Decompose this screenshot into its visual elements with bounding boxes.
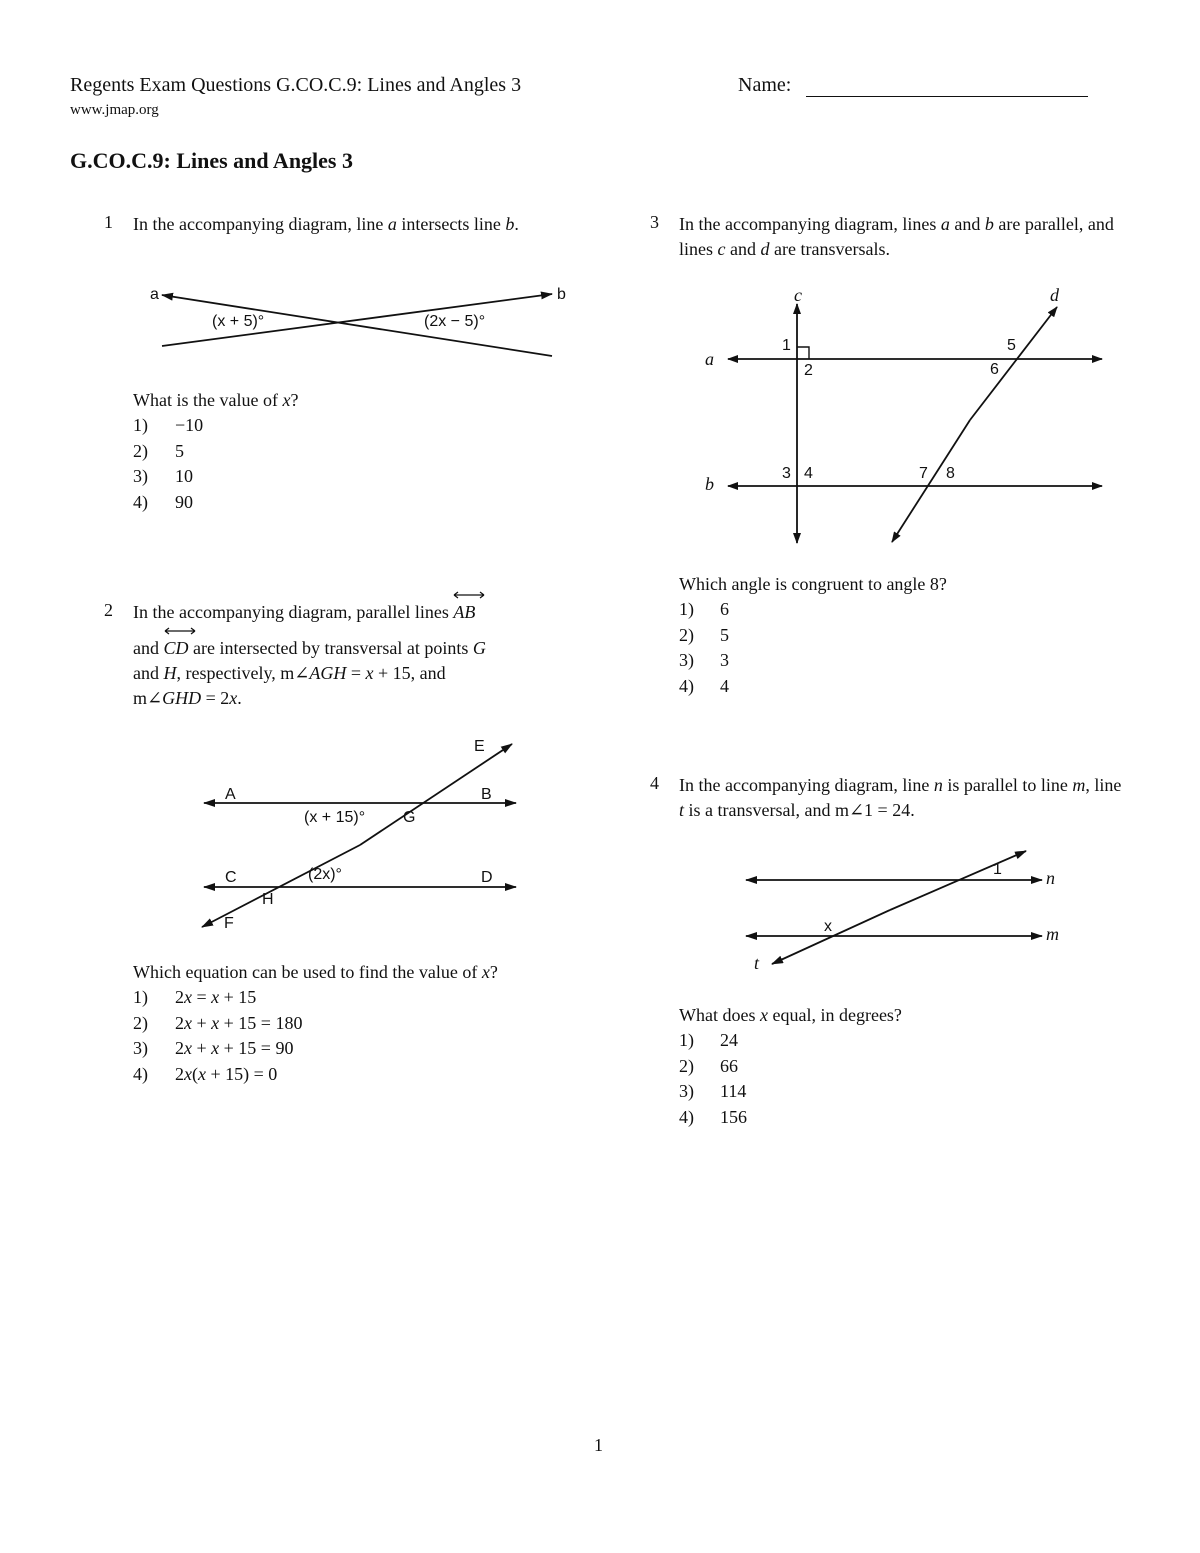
question-2-choices	[133, 985, 302, 1087]
question-2-diagram	[190, 735, 530, 935]
q2-label-E: E	[474, 738, 485, 755]
choice: 3) 114	[679, 1081, 747, 1101]
choice: 4) 4	[679, 675, 729, 696]
choice: 3) 2x + x + 15 = 90	[133, 1038, 294, 1058]
choice: 3) 3	[679, 650, 729, 670]
q4-angle-x: x	[824, 918, 832, 935]
choice: 4) 2x(x + 15) = 0	[133, 1063, 278, 1084]
question-3-diagram	[700, 280, 1120, 550]
question-1-prompt: What is the value of x?	[133, 390, 299, 410]
question-2-number: 2	[104, 600, 113, 620]
choice: 4) 90	[133, 491, 193, 512]
question-4-choices	[679, 1028, 747, 1130]
q4-angle-1: 1	[993, 861, 1002, 878]
question-4-prompt: What does x equal, in degrees?	[679, 1005, 902, 1025]
question-2-stem: In the accompanying diagram, parallel lines AB and CD are intersected by transversal at points G and H, respectively, m∠AGH = x + 15, and m∠GHD = 2x.	[133, 600, 583, 711]
choice: 2) 2x + x + 15 = 180	[133, 1012, 303, 1033]
q2-label-G: G	[403, 809, 416, 826]
question-1-number: 1	[104, 212, 113, 232]
q1-label-a: a	[150, 286, 159, 303]
q2-angle-1-label: (x + 15)°	[304, 809, 366, 826]
q3-label-d: d	[1050, 285, 1059, 305]
question-4-diagram	[740, 840, 1050, 980]
q3-angle-3: 3	[782, 465, 791, 482]
q3-angle-7: 7	[919, 465, 928, 482]
q1-angle-1-label: (x + 5)°	[212, 313, 265, 330]
q3-label-b: b	[705, 474, 714, 494]
question-3-choices	[679, 597, 729, 699]
q1-label-b: b	[557, 286, 566, 303]
line-d-up	[970, 307, 1057, 420]
choice: 2) 5	[133, 440, 184, 461]
q3-label-c: c	[794, 285, 802, 305]
choice: 1) −10	[133, 415, 204, 435]
q2-label-C: C	[225, 869, 237, 886]
page-title: G.CO.C.9: Lines and Angles 3	[70, 148, 353, 173]
q1-angle-2-label: (2x − 5)°	[424, 313, 486, 330]
q3-angle-8: 8	[946, 465, 955, 482]
question-4-number: 4	[650, 773, 659, 793]
name-label: Name:	[738, 74, 792, 96]
choice: 4) 156	[679, 1106, 747, 1127]
choice: 3) 10	[133, 466, 193, 486]
q4-label-n: n	[1046, 868, 1055, 888]
header-url: www.jmap.org	[70, 102, 159, 118]
choice: 2) 66	[679, 1055, 738, 1076]
q2-label-F: F	[224, 915, 234, 932]
name-blank-line	[806, 96, 1088, 97]
q2-label-A: A	[225, 786, 236, 803]
q2-label-B: B	[481, 786, 492, 803]
question-3-number: 3	[650, 212, 659, 232]
choice: 1) 6	[679, 599, 729, 619]
header-title: Regents Exam Questions G.CO.C.9: Lines and Angles 3	[70, 74, 522, 96]
q3-label-a: a	[705, 349, 714, 369]
q3-angle-5: 5	[1007, 337, 1016, 354]
q2-label-D: D	[481, 869, 493, 886]
q3-angle-4: 4	[804, 465, 813, 482]
page-number: 1	[594, 1435, 603, 1455]
q2-label-H: H	[262, 891, 274, 908]
question-1-stem: In the accompanying diagram, line a intersects line b.	[133, 214, 519, 234]
line-d-down	[892, 420, 970, 542]
question-3-prompt: Which angle is congruent to angle 8?	[679, 574, 947, 594]
question-2-prompt: Which equation can be used to find the value of x?	[133, 962, 498, 982]
choice: 1) 24	[679, 1030, 738, 1050]
q3-angle-1: 1	[782, 337, 791, 354]
q4-label-t: t	[754, 953, 760, 973]
question-3-stem: In the accompanying diagram, lines a and b are parallel, and lines c and d are transversals.	[679, 214, 1114, 259]
q2-angle-2-label: (2x)°	[308, 866, 342, 883]
q3-angle-2: 2	[804, 362, 813, 379]
q4-label-m: m	[1046, 924, 1059, 944]
choice: 2) 5	[679, 624, 729, 645]
question-1-choices	[133, 413, 203, 515]
question-4-stem: In the accompanying diagram, line n is parallel to line m, line t is a transversal, and m∠1 = 24.	[679, 775, 1122, 820]
right-angle-mark	[797, 347, 809, 359]
q3-angle-6: 6	[990, 361, 999, 378]
choice: 1) 2x = x + 15	[133, 987, 257, 1007]
question-1-diagram	[140, 278, 580, 368]
